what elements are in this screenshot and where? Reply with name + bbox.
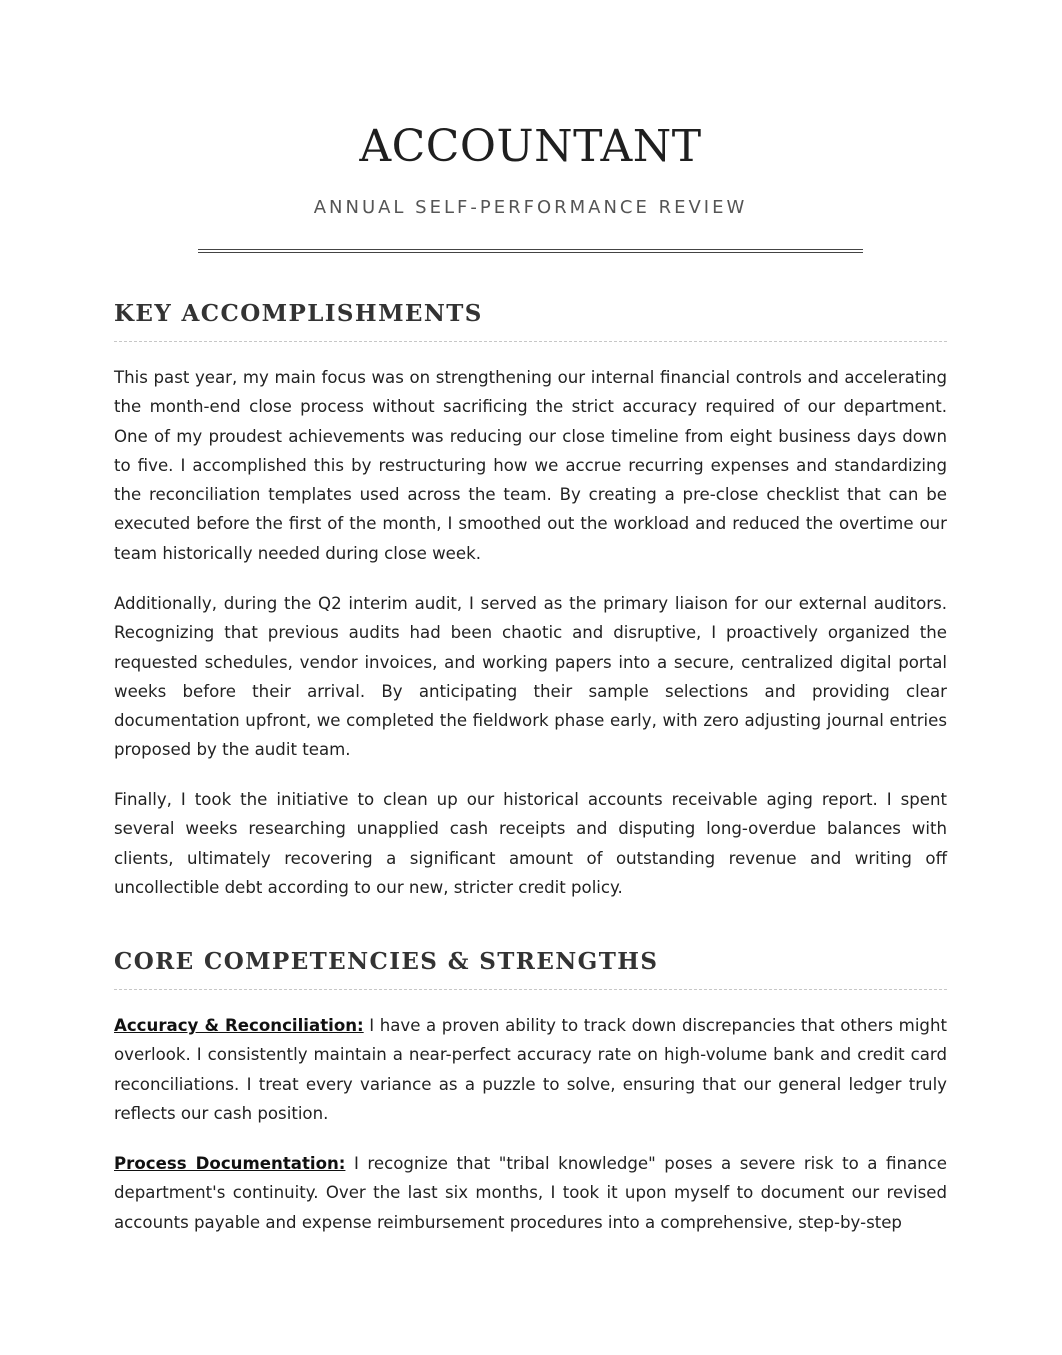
title-divider: [198, 249, 863, 253]
competency-text: I recognize that "tribal knowledge" poses a severe risk to a finance department's continuity. Over the last six months, I took it upon myself to document our revised accounts payable and expense reimbursement procedures into a comprehensive, step-by-step: [114, 1154, 948, 1232]
section-heading-key-accomplishments: KEY ACCOMPLISHMENTS: [114, 300, 483, 327]
section-divider: [114, 989, 947, 990]
competency-lead: Process Documentation:: [114, 1154, 346, 1173]
competency-item: [114, 1149, 947, 1237]
section-divider: [114, 341, 947, 342]
document-subtitle: ANNUAL SELF-PERFORMANCE REVIEW: [313, 197, 748, 218]
accomplishment-paragraph: This past year, my main focus was on strengthening our internal financial controls and accelerating the month-end close process without sacrificing the strict accuracy required of our department. One of my proudest achievements was reducing our close timeline from eight business days down to five. I accomplished this by restructuring how we accrue recurring expenses and standardizing the reconciliation templates used across the team. By creating a pre-close checklist that can be executed before the first of the month, I smoothed out the workload and reduced the overtime our team historically needed during close week.: [114, 368, 947, 563]
accomplishment-paragraph: Additionally, during the Q2 interim audit, I served as the primary liaison for our external auditors. Recognizing that previous audits had been chaotic and disruptive, I proactively organized the requested schedules, vendor invoices, and working papers into a secure, centralized digital portal weeks before their arrival. By anticipating their sample selections and providing clear documentation upfront, we completed the fieldwork phase early, with zero adjusting journal entries proposed by the audit team.: [114, 594, 947, 760]
competency-text: I have a proven ability to track down discrepancies that others might overlook. I consistently maintain a near-perfect accuracy rate on high-volume bank and credit card reconciliations. I treat every variance as a puzzle to solve, ensuring that our general ledger truly reflects our cash position.: [114, 1016, 947, 1123]
section-heading-core-competencies: CORE COMPETENCIES & STRENGTHS: [114, 948, 659, 975]
competency-lead: Accuracy & Reconciliation:: [114, 1016, 364, 1035]
document-title: ACCOUNTANT: [359, 121, 702, 172]
accomplishment-paragraph: Finally, I took the initiative to clean up our historical accounts receivable aging report. I spent several weeks researching unapplied cash receipts and disputing long-overdue balances with clients, ultimately recovering a significant amount of outstanding revenue and writing off uncollectible debt according to our new, stricter credit policy.: [114, 790, 947, 897]
competency-item: [114, 1011, 947, 1128]
